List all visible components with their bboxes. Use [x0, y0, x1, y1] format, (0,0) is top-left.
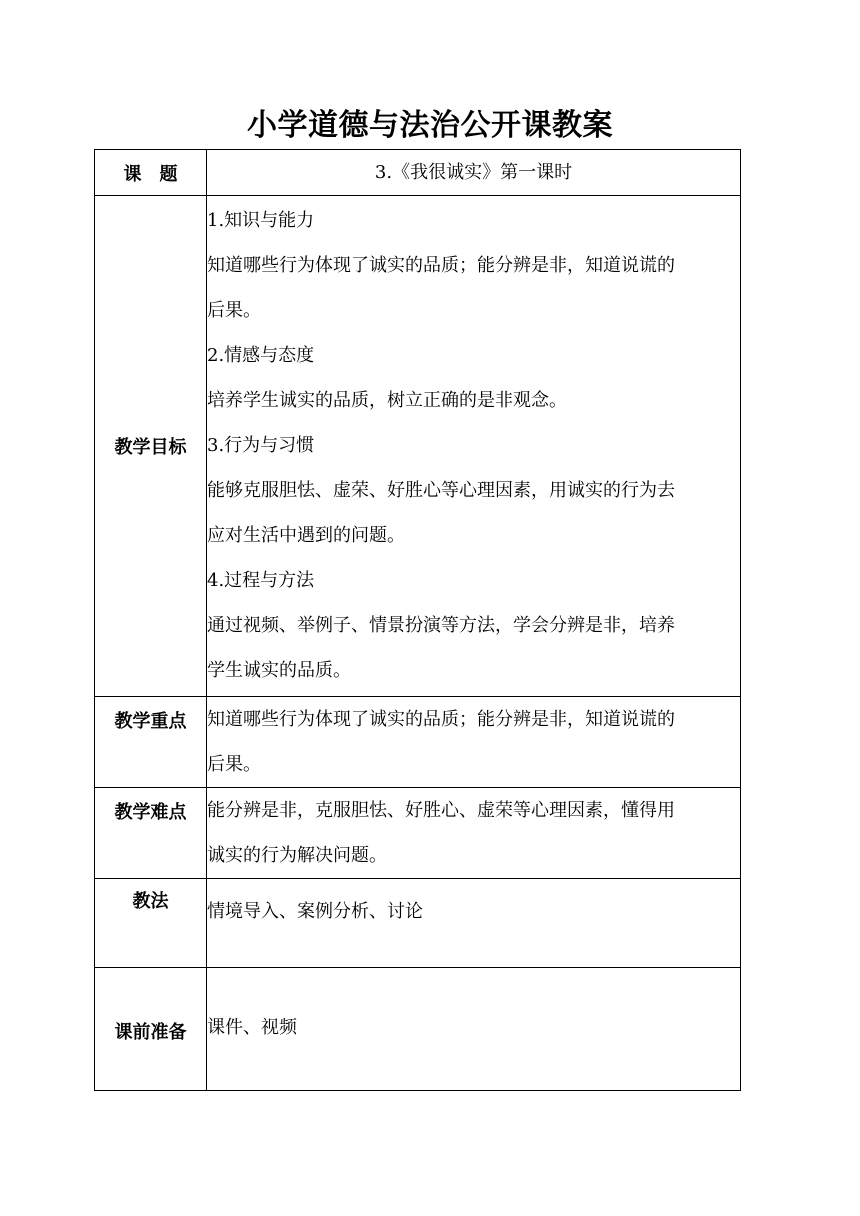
preparation-label: 课前准备	[114, 1022, 187, 1043]
difficulties-cell	[207, 788, 741, 879]
table-row-topic	[95, 150, 741, 196]
table-row-goals	[95, 196, 741, 697]
key-points-label: 教学重点	[114, 711, 187, 732]
method-cell	[207, 879, 741, 968]
topic-label: 课 题	[95, 150, 207, 196]
goals-line: 1.知识与能力	[207, 210, 315, 231]
topic-value: 3.《我很诚实》第一课时	[374, 161, 573, 183]
preparation-value: 课件、视频	[207, 1017, 297, 1038]
method-label: 教法	[132, 891, 169, 912]
key-points-line: 后果。	[207, 754, 261, 775]
goals-cell	[207, 196, 741, 697]
key-points-line: 知道哪些行为体现了诚实的品质；能分辨是非，知道说谎的	[207, 709, 675, 730]
difficulties-line: 诚实的行为解决问题。	[207, 845, 387, 866]
goals-line: 能够克服胆怯、虚荣、好胜心等心理因素，用诚实的行为去	[207, 480, 675, 501]
goals-line: 4.过程与方法	[207, 570, 315, 591]
difficulties-line: 能分辨是非，克服胆怯、好胜心、虚荣等心理因素，懂得用	[207, 800, 675, 821]
table-row-key-points	[95, 697, 741, 788]
table-row-preparation	[95, 968, 741, 1091]
goals-line: 3.行为与习惯	[207, 435, 315, 456]
goals-line: 通过视频、举例子、情景扮演等方法，学会分辨是非，培养	[207, 615, 675, 636]
goals-line: 培养学生诚实的品质，树立正确的是非观念。	[207, 390, 567, 411]
difficulties-label: 教学难点	[114, 802, 187, 823]
goals-line: 应对生活中遇到的问题。	[207, 525, 405, 546]
page-title: 小学道德与法治公开课教案	[247, 108, 613, 143]
goals-line: 学生诚实的品质。	[207, 660, 351, 681]
goals-line: 后果。	[207, 300, 261, 321]
topic-cell	[207, 150, 741, 196]
lesson-plan-table	[94, 149, 741, 1091]
difficulties-label-cell	[95, 788, 207, 879]
method-value: 情境导入、案例分析、讨论	[207, 901, 423, 922]
goals-label: 教学目标	[95, 196, 207, 697]
key-points-label-cell	[95, 697, 207, 788]
method-label-cell	[95, 879, 207, 968]
table-row-difficulties	[95, 788, 741, 879]
goals-line: 知道哪些行为体现了诚实的品质；能分辨是非，知道说谎的	[207, 255, 675, 276]
preparation-cell	[207, 968, 741, 1091]
preparation-label-cell	[95, 968, 207, 1091]
table-row-method	[95, 879, 741, 968]
key-points-cell	[207, 697, 741, 788]
goals-line: 2.情感与态度	[207, 345, 315, 366]
